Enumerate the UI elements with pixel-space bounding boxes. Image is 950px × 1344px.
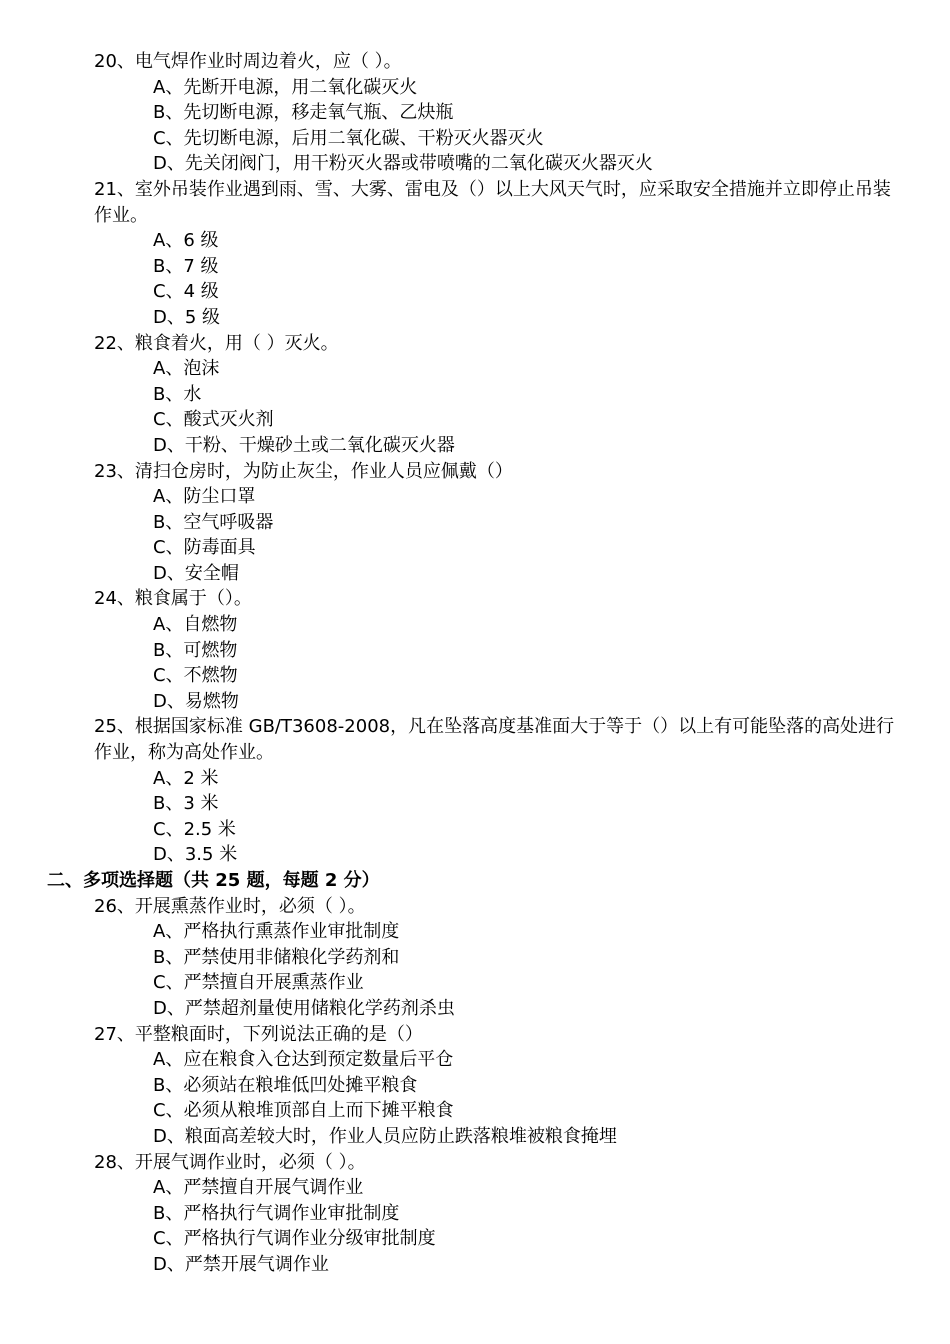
answer-option: C、防毒面具 — [153, 537, 256, 559]
answer-option: D、严禁超剂量使用储粮化学药剂杀虫 — [153, 997, 455, 1019]
question-block — [0, 177, 950, 331]
question-stem: 20、电气焊作业时周边着火，应（ ）。 — [94, 51, 402, 72]
answer-option: D、5 级 — [153, 306, 221, 328]
answer-option: C、2.5 米 — [153, 818, 236, 840]
section-heading: 二、多项选择题（共 25 题，每题 2 分） — [47, 870, 380, 891]
question-stem: 27、平整粮面时，下列说法正确的是（） — [94, 1023, 423, 1045]
answer-option: C、严格执行气调作业分级审批制度 — [153, 1228, 436, 1250]
answer-option: C、4 级 — [153, 281, 219, 303]
answer-option: C、先切断电源，后用二氧化碳、干粉灭火器灭火 — [153, 127, 544, 149]
answer-option: C、不燃物 — [153, 665, 238, 687]
answer-option: B、严禁使用非储粮化学药剂和 — [153, 946, 400, 968]
question-stem: 25、根据国家标准 GB/T3608-2008，凡在坠落高度基准面大于等于（）以上有可能坠落的高处进行作业，称为高处作业。 — [94, 716, 895, 764]
question-stem: 24、粮食属于（）。 — [94, 588, 252, 610]
question-stem: 26、开展熏蒸作业时，必须（ ）。 — [94, 895, 366, 917]
answer-option: A、防尘口罩 — [153, 486, 256, 508]
question-block — [0, 331, 950, 459]
question-stem: 23、清扫仓房时，为防止灰尘，作业人员应佩戴（） — [94, 460, 513, 482]
question-block — [0, 1022, 950, 1150]
question-block — [0, 714, 950, 868]
answer-option: C、严禁擅自开展熏蒸作业 — [153, 972, 364, 994]
answer-option: B、严格执行气调作业审批制度 — [153, 1202, 400, 1224]
question-block — [0, 1150, 950, 1278]
answer-option: B、7 级 — [153, 255, 219, 277]
answer-option: B、空气呼吸器 — [153, 511, 274, 533]
question-block — [0, 459, 950, 587]
answer-option: D、易燃物 — [153, 690, 239, 712]
answer-option: B、水 — [153, 383, 202, 405]
answer-option: B、必须站在粮堆低凹处摊平粮食 — [153, 1074, 418, 1096]
answer-option: A、严禁擅自开展气调作业 — [153, 1177, 364, 1199]
answer-option: A、严格执行熏蒸作业审批制度 — [153, 921, 400, 943]
answer-option: D、3.5 米 — [153, 844, 238, 866]
answer-option: A、先断开电源，用二氧化碳灭火 — [153, 76, 418, 98]
question-block — [0, 49, 950, 177]
answer-option: A、应在粮食入仓达到预定数量后平仓 — [153, 1049, 454, 1071]
answer-option: D、安全帽 — [153, 562, 239, 584]
question-stem: 21、室外吊装作业遇到雨、雪、大雾、雷电及（）以上大风天气时，应采取安全措施并立即停止吊装作业。 — [94, 178, 891, 226]
answer-option: B、先切断电源，移走氧气瓶、乙炔瓶 — [153, 102, 454, 124]
answer-option: A、自燃物 — [153, 614, 238, 636]
answer-option: D、粮面高差较大时，作业人员应防止跌落粮堆被粮食掩埋 — [153, 1125, 617, 1147]
answer-option: D、严禁开展气调作业 — [153, 1253, 329, 1275]
answer-option: A、泡沫 — [153, 358, 220, 380]
question-list — [0, 49, 950, 1278]
question-block — [0, 586, 950, 714]
answer-option: A、6 级 — [153, 230, 219, 252]
answer-option: D、干粉、干燥砂土或二氧化碳灭火器 — [153, 434, 455, 456]
answer-option: C、酸式灭火剂 — [153, 409, 274, 431]
answer-option: B、3 米 — [153, 793, 219, 815]
question-block — [0, 894, 950, 1022]
question-stem: 28、开展气调作业时，必须（ ）。 — [94, 1151, 366, 1173]
question-stem: 22、粮食着火，用（ ）灭火。 — [94, 332, 339, 354]
answer-option: A、2 米 — [153, 767, 219, 789]
answer-option: C、必须从粮堆顶部自上而下摊平粮食 — [153, 1100, 454, 1122]
answer-option: B、可燃物 — [153, 639, 238, 661]
answer-option: D、先关闭阀门，用干粉灭火器或带喷嘴的二氧化碳灭火器灭火 — [153, 153, 653, 175]
